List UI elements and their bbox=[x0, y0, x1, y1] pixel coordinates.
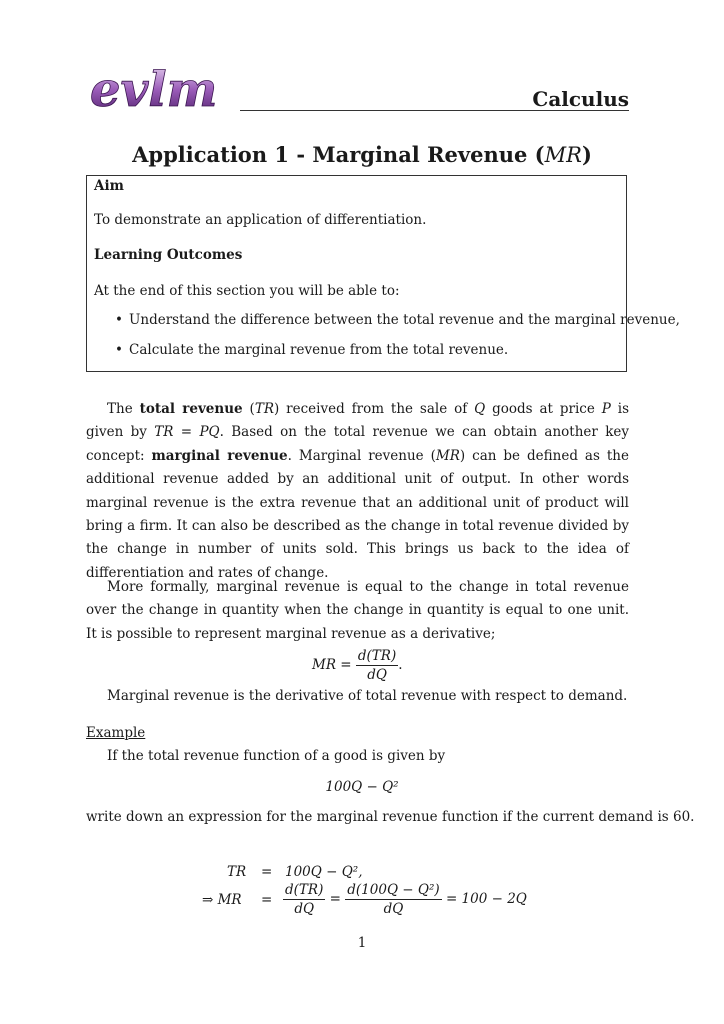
example-question: write down an expression for the marginal revenue function if the current demand is 60. bbox=[86, 809, 695, 825]
page-number: 1 bbox=[357, 935, 367, 951]
outcomes-intro: At the end of this section you will be able to: bbox=[94, 283, 400, 299]
solution-row1-lhs: TR bbox=[227, 864, 247, 880]
outcome-item: • Calculate the marginal revenue from the total revenue. bbox=[115, 342, 509, 358]
example-intro: If the total revenue function of a good is given by bbox=[107, 748, 446, 764]
example-label: Example bbox=[86, 725, 146, 741]
solution-row2-rhs: $\frac{d(TR)}{dQ}$ = $\frac{\text{d(100Q − Q²)}}{dQ}$ = 100 − 2Q bbox=[285, 882, 527, 917]
evlm-logo bbox=[86, 60, 246, 116]
example-function: 100Q − Q² bbox=[325, 779, 399, 795]
outcome-item: • Understand the difference between the total revenue and the marginal revenue, bbox=[115, 312, 680, 328]
solution-row2-lhs: ⇒ MR bbox=[202, 892, 242, 908]
paragraph-total-revenue: The total revenue (TR) received from the sale of Q goods at price P is given by TR = PQ. Based on the total revenue we can obtain another key concept: marginal revenue. Marginal revenue (MR) can be defined as the additional revenue added by an additional unit of output. In other words marginal revenue is the extra revenue that an additional unit of product will bring a firm. It can also be described as the change in total revenue divided by the change in number of units sold. This brings us back to the idea of differentiation and rates of change. bbox=[86, 401, 630, 581]
paragraph-formal-definition: More formally, marginal revenue is equal to the change in total revenue over the change in quantity when the change in quantity is equal to one unit. It is possible to represent marginal revenue as a derivative; bbox=[86, 579, 629, 642]
aims-box bbox=[86, 175, 680, 372]
mr-derivative-formula: MR = $\frac{d(TR)}{dQ}$ . bbox=[312, 648, 403, 683]
aim-heading: Aim bbox=[94, 178, 124, 194]
solution-row1-rhs: 100Q − Q², bbox=[285, 864, 363, 880]
outcomes-heading: Learning Outcomes bbox=[94, 247, 243, 263]
aim-text: To demonstrate an application of differentiation. bbox=[94, 212, 427, 228]
page-title: Application 1 - Marginal Revenue (MR) bbox=[132, 142, 592, 167]
paragraph-derivative-note: Marginal revenue is the derivative of total revenue with respect to demand. bbox=[107, 688, 628, 704]
solution-row1-eq: = bbox=[261, 864, 273, 880]
svg-text:evlm: evlm bbox=[90, 62, 218, 116]
header-title: Calculus bbox=[532, 87, 629, 111]
solution-row2-eq: = bbox=[261, 892, 273, 908]
